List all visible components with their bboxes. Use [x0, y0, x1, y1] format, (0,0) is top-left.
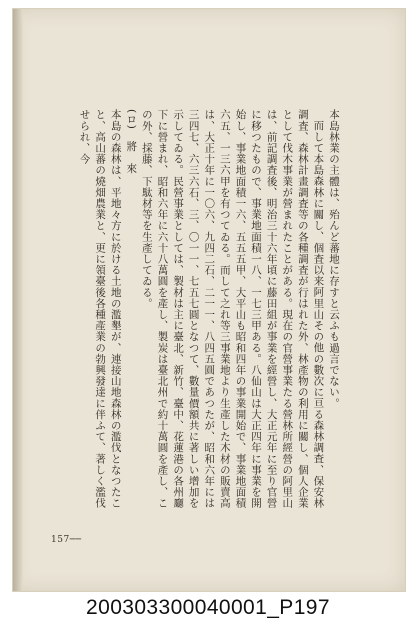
- page-spine-shadow: [13, 9, 23, 591]
- folio-rule: ──: [69, 535, 82, 545]
- image-identifier-caption: 200303300040001_P197: [86, 596, 330, 619]
- body-text: [51, 109, 341, 511]
- page-number: 157: [51, 535, 70, 545]
- page-number-footer: [51, 535, 82, 545]
- section-heading: (ロ) 將 來: [125, 109, 138, 174]
- paragraph-2: 而して本島森林に關し、個査以来阿里山その他の數次に亘る森林調査、保安林調査、森林計畫調査等の各種調査が行はれた外、林產物の利用に關し、個人企業として伐木事業が營まれたことがある。現在の官營事業たる營林所經營の阿里山は、前記調査後、明治三十六年頃に藤田組が事業を經營し、大正元年に至り官營に移つたもので、事業地面積一八、一七三甲ある。八仙山は大正四年に事業を開始し、事業地面積一六、五五五甲、大平山も昭和四年の事業開始で、事業地面積六五、一三六甲を有つてゐる。而して之れ等三事業地より生產した木材の販賣高は、大正十年に一〇六、九四二石、二一一、八四五圓であつたが、昭和六年には三四七、六三六石、三、〇一一、七五七圓となつて、數量價額共に著しい增加を示してゐる。民營事業としては、製材は主に臺北、新竹、臺中、花蓮港の各州廳下に營まれ、昭和六年に六十八萬圓を產し、製炭は臺北州で約十萬圓を產し、この外、採藤、下駄材等を生產してゐる。: [140, 109, 325, 509]
- paragraph-1: 本島林業の主體は、殆んど蕃地に存すと云ふも過言でない。: [328, 109, 340, 409]
- paragraph-3: 本島の森林は、平地々方に於ける土地の濫墾が、連接山地森林の濫伐となつたこと、高山蕃の燒畑農業と、更に領臺後各種產業の勃興發達に伴ふて、著しく濫伐せられ、今: [78, 109, 122, 509]
- document-page: [12, 8, 406, 592]
